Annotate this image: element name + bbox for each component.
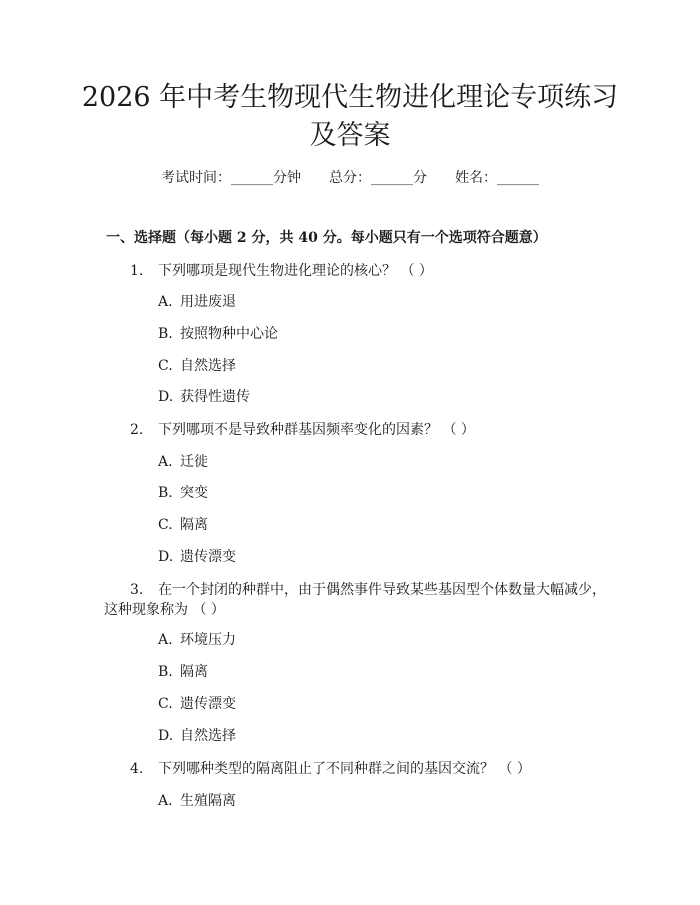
- question-1-option-c: C. 自然选择: [158, 358, 236, 374]
- student-name-field: 姓名：______: [455, 170, 539, 186]
- question-3-option-c: C. 遗传漂变: [158, 696, 236, 712]
- question-2-option-d: D. 遗传漂变: [158, 549, 236, 565]
- question-3-option-b: B. 隔离: [158, 664, 208, 680]
- section-heading: 一、选择题（每小题 2 分，共 40 分。每小题只有一个选项符合题意）: [106, 230, 547, 246]
- total-score-field: 总分：______分: [329, 170, 427, 186]
- question-text: 在一个封闭的种群中，由于偶然事件导致某些基因型个体数量大幅减少，: [158, 582, 606, 598]
- exam-info-row: [0, 168, 700, 188]
- question-text: 下列哪项不是导致种群基因频率变化的因素？ （ ）: [158, 422, 475, 438]
- question-1-option-b: B. 按照物种中心论: [158, 326, 278, 342]
- question-3-continuation: 这种现象称为 （ ）: [104, 602, 225, 618]
- question-2-option-b: B. 突变: [158, 485, 208, 501]
- question-4: [130, 759, 531, 779]
- question-number: 1.: [130, 263, 144, 279]
- question-number: 2.: [130, 422, 144, 438]
- question-number: 3.: [130, 582, 144, 598]
- page-title-line-2: 及答案: [309, 120, 391, 151]
- question-1: [130, 261, 433, 281]
- exam-time-field: 考试时间：______分钟: [161, 170, 301, 186]
- question-2-option-c: C. 隔离: [158, 517, 208, 533]
- question-4-option-a: A. 生殖隔离: [158, 793, 236, 809]
- question-text: 下列哪项是现代生物进化理论的核心？ （ ）: [158, 263, 433, 279]
- question-3-option-d: D. 自然选择: [158, 728, 236, 744]
- page-title-line-1: 2026 年中考生物现代生物进化理论专项练习: [81, 82, 619, 113]
- question-text: 下列哪种类型的隔离阻止了不同种群之间的基因交流？ （ ）: [158, 761, 531, 777]
- question-3-option-a: A. 环境压力: [158, 632, 236, 648]
- question-3: [130, 580, 606, 600]
- question-2-option-a: A. 迁徙: [158, 454, 208, 470]
- question-number: 4.: [130, 761, 144, 777]
- question-2: [130, 420, 475, 440]
- question-1-option-a: A. 用进废退: [158, 294, 236, 310]
- question-1-option-d: D. 获得性遗传: [158, 389, 250, 405]
